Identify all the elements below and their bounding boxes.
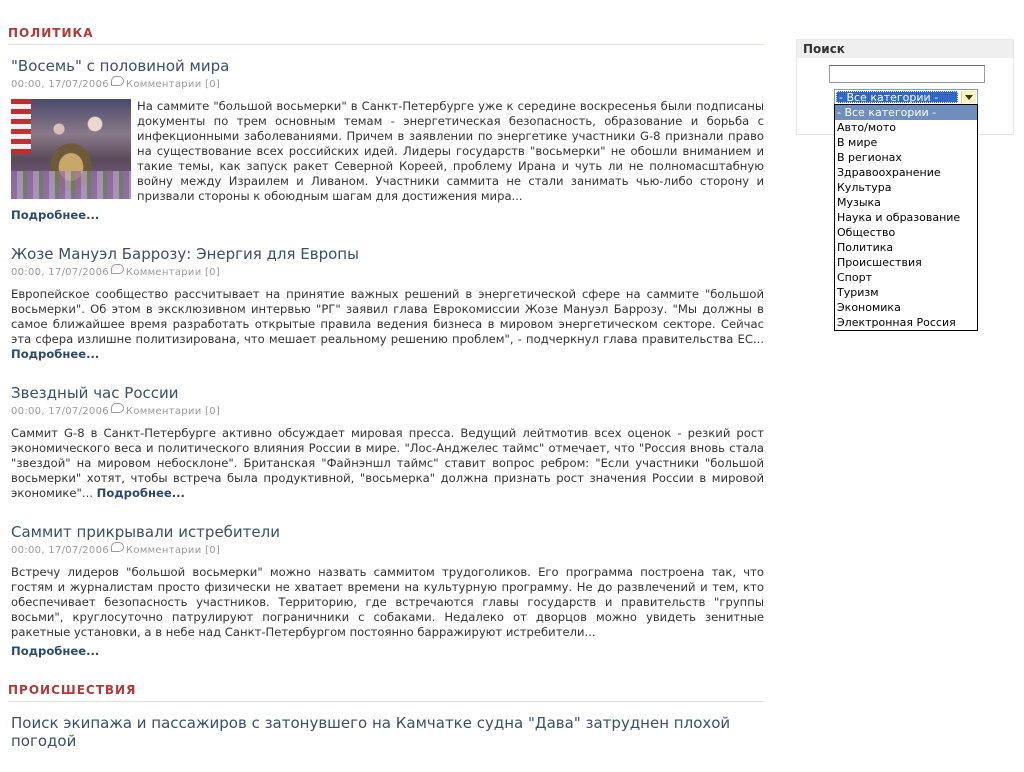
article [11, 714, 764, 750]
article-meta [11, 404, 764, 418]
article-text [11, 565, 764, 640]
category-option[interactable]: Туризм [837, 286, 879, 299]
category-option[interactable]: Экономика [837, 301, 901, 314]
main-content [8, 24, 764, 772]
article-meta [11, 77, 764, 91]
section-incidents [8, 681, 764, 750]
comments-link[interactable]: Комментарии [0] [125, 406, 221, 417]
article-title-link[interactable]: Жозе Мануэл Баррозу: Энергия для Европы [11, 245, 359, 263]
read-more-link[interactable]: Подробнее... [96, 486, 185, 500]
article-meta [11, 265, 764, 279]
category-option[interactable]: Происшествия [837, 256, 922, 269]
comments-link[interactable]: Комментарии [0] [125, 79, 221, 90]
article-title-link[interactable]: Поиск экипажа и пассажиров с затонувшего на Камчатке судна "Дава" затруднен плохой погодой [11, 714, 731, 750]
category-dropdown-list[interactable] [834, 104, 978, 331]
article-photo[interactable] [11, 99, 131, 199]
category-select[interactable] [834, 89, 978, 105]
comment-bubble-icon [111, 542, 124, 552]
sidebar [796, 39, 1014, 329]
section-politics [8, 24, 764, 659]
category-option[interactable]: Наука и образование [837, 211, 961, 224]
article [11, 57, 764, 223]
read-more-link[interactable]: Подробнее... [11, 644, 100, 658]
article [11, 523, 764, 659]
comment-bubble-icon [111, 76, 124, 86]
read-more-link[interactable]: Подробнее... [11, 347, 100, 361]
category-option[interactable]: Общество [837, 226, 896, 239]
article-date: 00:00, 17/07/2006 [11, 545, 109, 556]
read-more-link[interactable]: Подробнее... [11, 208, 100, 222]
article-summary: Встречу лидеров "большой восьмерки" можно назвать саммитом трудоголиков. Его программа построена так, что гостям и журналистам просто физически не хватает времени на культурную программу. Не до развлечений и тем, кто обеспечивает безопасность участников. Территорию, где встречаются главы государств и правительств "группы восьми", круглосуточно патрулируют пограничники с собаками. Недалеко от дворцов можно увидеть зенитные ракетные установки, а в небе над Санкт-Петербургом постоянно барражируют истребители... [11, 565, 764, 639]
article-title-link[interactable]: Саммит прикрывали истребители [11, 523, 280, 541]
category-option[interactable]: В мире [837, 136, 878, 149]
category-selected-value[interactable]: - Все категории - [836, 91, 958, 103]
comments-link[interactable]: Комментарии [0] [125, 545, 221, 556]
category-option[interactable]: Авто/мото [837, 121, 897, 134]
article-summary: На саммите "большой восьмерки" в Санкт-Петербурге уже к середине воскресенья были подписаны документы по трем основным темам - энергетическая безопасность, образование и борьба с инфекционными заболеваниями. Причем в заявлении по энергетике участники G-8 признали право на существование всех российских идей. Лидеры государств "восьмерки" не обошли вниманием и такие темы, как запуск ракет Северной Кореей, проблему Ирана и чуть ли не полномасштабную войну между Израилем и Ливаном. Участники саммита не стали занимать чью-либо сторону и призвали стороны к обоюдным шагам для достижения мира... [137, 99, 764, 203]
article [11, 245, 764, 362]
article-text [11, 287, 764, 362]
article-date: 00:00, 17/07/2006 [11, 267, 109, 278]
article-date: 00:00, 17/07/2006 [11, 79, 109, 90]
article-summary: Саммит G-8 в Санкт-Петербурге активно обсуждает мировая пресса. Ведущий лейтмотив всех оценок - резкий рост экономического веса и политического влияния России в мире. "Лос-Анджелес таймс" отмечает, что "Россия вновь стала "звездой" на мировом небосклоне". Британская "Файнэншл таймс" ставит вопрос ребром: "Если участники "большой восьмерки" хотят, чтобы встреча была продуктивной, "восьмерка" должна признать рост значения России в мировой экономике"... [11, 426, 764, 500]
category-option[interactable]: Культура [837, 181, 892, 194]
article-text [11, 426, 764, 501]
article-date: 00:00, 17/07/2006 [11, 406, 109, 417]
search-input[interactable] [829, 65, 985, 83]
comment-bubble-icon [111, 264, 124, 274]
article [11, 384, 764, 501]
comment-bubble-icon [111, 403, 124, 413]
article-meta [11, 543, 764, 557]
category-option[interactable]: - Все категории - [835, 105, 977, 120]
comments-link[interactable]: Комментарии [0] [125, 267, 221, 278]
chevron-down-icon[interactable] [961, 91, 976, 103]
category-option[interactable]: Спорт [837, 271, 872, 284]
category-option[interactable]: В регионах [837, 151, 902, 164]
category-option[interactable]: Электронная Россия [837, 316, 956, 329]
article-title-link[interactable]: Звездный час России [11, 384, 179, 402]
search-title: Поиск [797, 40, 1013, 58]
article-title-link[interactable]: "Восемь" с половиной мира [11, 57, 230, 75]
section-title: ПРОИСШЕСТВИЯ [8, 681, 764, 702]
search-panel [796, 39, 1014, 329]
category-option[interactable]: Здравоохранение [837, 166, 941, 179]
category-option[interactable]: Музыка [837, 196, 881, 209]
section-title: ПОЛИТИКА [8, 24, 764, 45]
category-option[interactable]: Политика [837, 241, 894, 254]
article-summary: Европейское сообщество рассчитывает на принятие важных решений в энергетической сфере на саммите "большой восьмерки". Об этом в эксклюзивном интервью "РГ" заявил глава Еврокомиссии Жозе Мануэл Баррозу. "Мы должны в самое ближайшее время разработать открытые правила ведения бизнеса в мировом энергетическом секторе. Сейчас эта сфера излишне политизирована, что мешает реальному решению проблем", - подчеркнул глава правительства ЕС... [11, 287, 764, 346]
